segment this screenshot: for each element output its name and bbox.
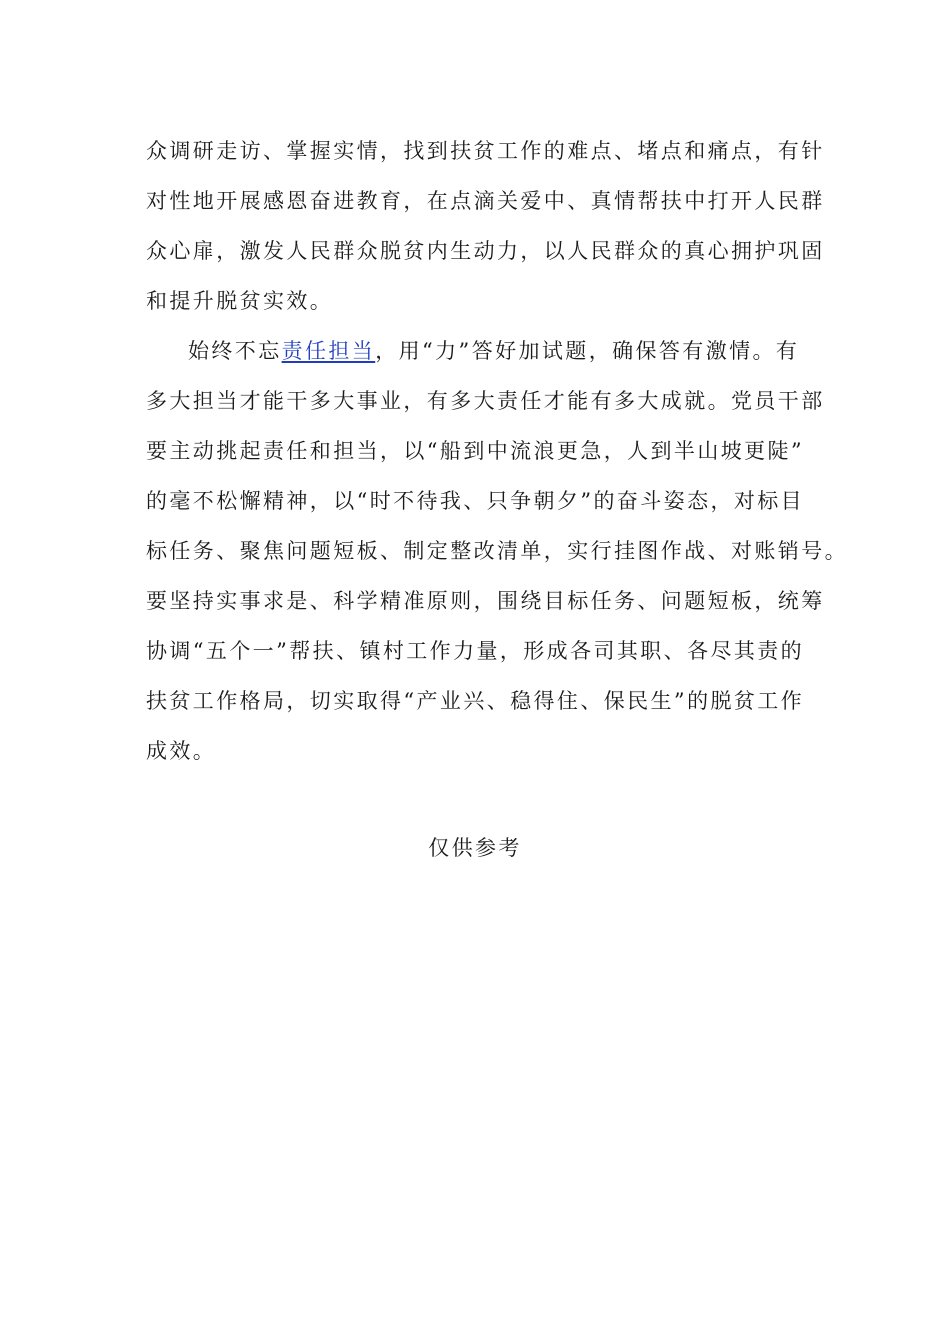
paragraph-2-line-1	[188, 336, 806, 366]
paragraph-2-line-6: 要坚持实事求是、科学精准原则，围绕目标任务、问题短板，统筹	[146, 589, 825, 613]
paragraph-2-line-7: 协调“五个一”帮扶、镇村工作力量，形成各司其职、各尽其责的	[146, 639, 805, 663]
paragraph-2-line-4: 的毫不松懈精神，以“时不待我、只争朝夕”的奋斗姿态，对标目	[146, 489, 805, 513]
paragraph-1-line-3: 众心扉，激发人民群众脱贫内生动力，以人民群众的真心拥护巩固	[146, 239, 825, 263]
reference-only-note: 仅供参考	[428, 836, 522, 860]
paragraph-1-line-2: 对性地开展感恩奋进教育，在点滴关爱中、真情帮扶中打开人民群	[146, 189, 825, 213]
paragraph-2-line-1-rest: ，用“力”答好加试题，确保答有激情。有	[375, 339, 800, 363]
paragraph-2-line-3: 要主动挑起责任和担当，以“船到中流浪更急，人到半山坡更陡”	[146, 439, 805, 463]
paragraph-1-line-1: 众调研走访、掌握实情，找到扶贫工作的难点、堵点和痛点，有针	[146, 139, 825, 163]
paragraph-2-line-5: 标任务、聚焦问题短板、制定整改清单，实行挂图作战、对账销号。	[146, 539, 848, 563]
paragraph-2-line-9: 成效。	[146, 739, 217, 763]
paragraph-2-line-8: 扶贫工作格局，切实取得“产业兴、稳得住、保民生”的脱贫工作	[146, 689, 805, 713]
paragraph-1-line-4: 和提升脱贫实效。	[146, 289, 334, 313]
paragraph-2-line-2: 多大担当才能干多大事业，有多大责任才能有多大成就。党员干部	[146, 389, 825, 413]
paragraph-2-lead: 始终不忘	[188, 339, 282, 363]
responsibility-link[interactable]: 责任担当	[281, 339, 376, 363]
